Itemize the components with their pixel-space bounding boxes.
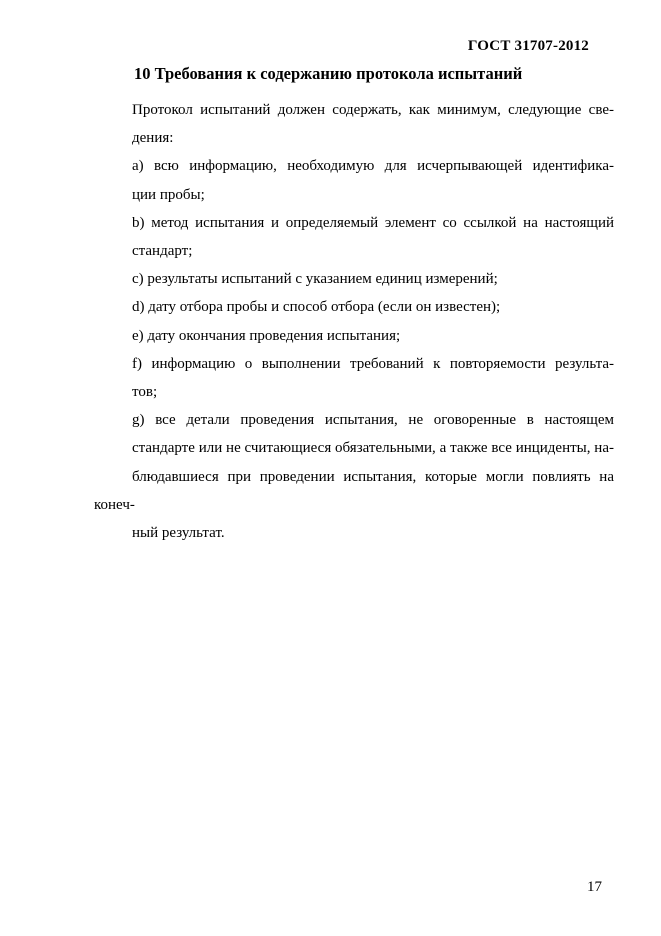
paragraph-line: стандарт; bbox=[132, 243, 193, 260]
paragraph-line: с) результаты испытаний с указанием единиц измерений; bbox=[132, 271, 498, 288]
paragraph-line: d) дату отбора пробы и способ отбора (если он известен); bbox=[132, 299, 501, 316]
list-item-f bbox=[94, 350, 614, 406]
list-item-d bbox=[94, 293, 614, 321]
paragraph-line: g) все детали проведения испытания, не оговоренные в настоящем bbox=[132, 412, 614, 429]
paragraph-line: ный результат. bbox=[132, 525, 225, 542]
list-item-g bbox=[94, 406, 614, 547]
paragraph-line: е) дату окончания проведения испытания; bbox=[132, 327, 401, 344]
list-item-e bbox=[94, 322, 614, 350]
section-title: 10 Требования к содержанию протокола испытаний bbox=[134, 64, 523, 83]
paragraph-line: а) всю информацию, необходимую для исчерпывающей идентифика- bbox=[132, 158, 614, 175]
paragraph-line: Протокол испытаний должен содержать, как минимум, следующие све- bbox=[132, 102, 614, 118]
list-item-b bbox=[94, 209, 614, 265]
paragraph-line: f) информацию о выполнении требований к повторяемости результа- bbox=[132, 355, 614, 372]
paragraph-line: b) метод испытания и определяемый элемент со ссылкой на настоящий bbox=[132, 214, 614, 231]
paragraph-line: дения: bbox=[132, 130, 174, 147]
document-code: ГОСТ 31707-2012 bbox=[467, 38, 589, 54]
section-body bbox=[94, 96, 614, 547]
list-item-c bbox=[94, 265, 614, 293]
paragraph-intro bbox=[94, 96, 614, 152]
paragraph-line: стандарте или не считающиеся обязательными, а также все инциденты, на- bbox=[132, 440, 614, 457]
page-number: 17 bbox=[587, 879, 602, 895]
paragraph-line: тов; bbox=[132, 384, 158, 401]
paragraph-line: ции пробы; bbox=[132, 186, 205, 203]
paragraph-line: блюдавшиеся при проведении испытания, которые могли повлиять на конеч- bbox=[94, 468, 614, 513]
list-item-a bbox=[94, 152, 614, 208]
